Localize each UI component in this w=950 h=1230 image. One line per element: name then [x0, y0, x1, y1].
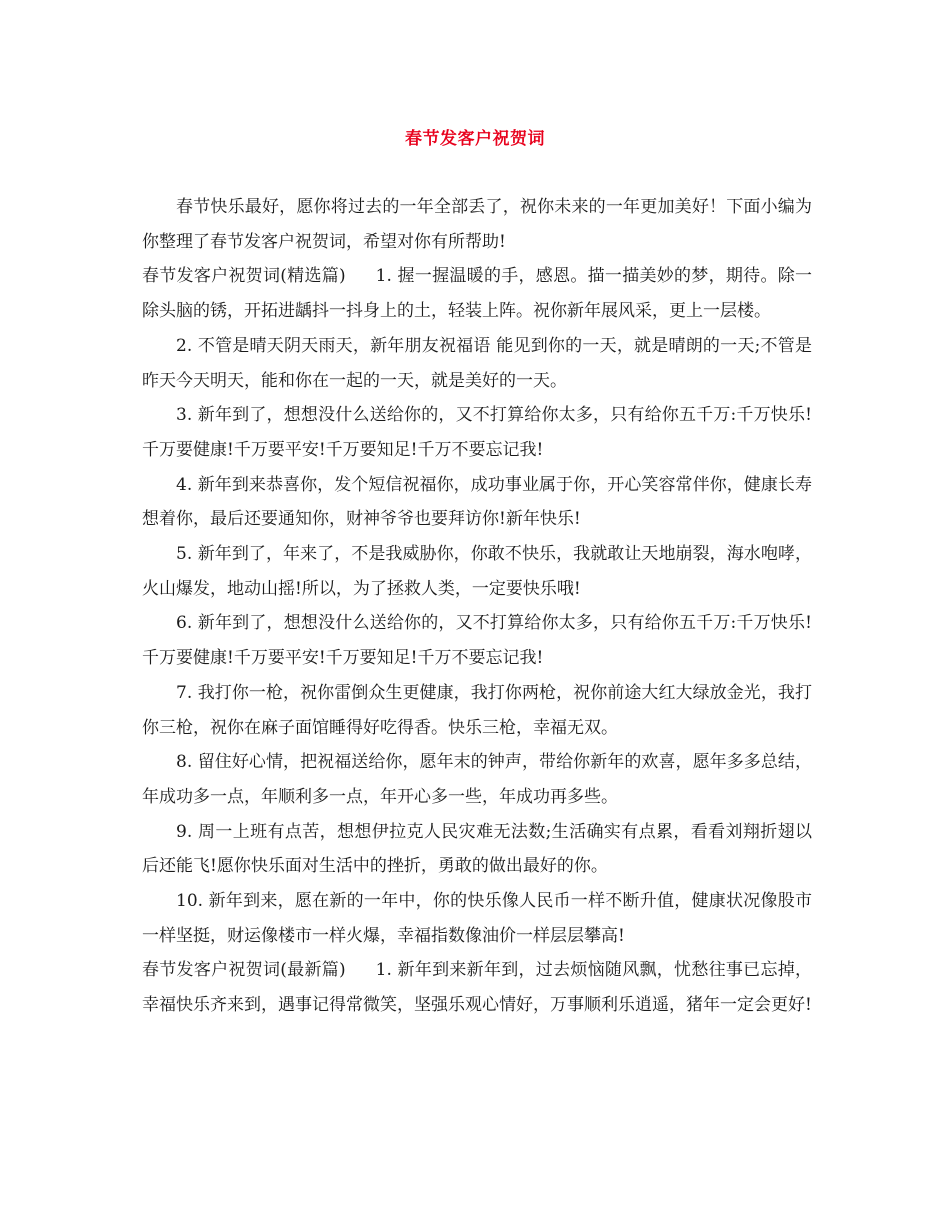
section1-item-3: 3. 新年到了，想想没什么送给你的，又不打算给你太多，只有给你五千万:千万快乐!千万要健康!千万要平安!千万要知足!千万不要忘记我! [142, 405, 812, 460]
section1-item-10: 10. 新年到来，愿在新的一年中，你的快乐像人民币一样不断升值，健康状况像股市一样坚挺，财运像楼市一样火爆，幸福指数像油价一样层层攀高! [142, 891, 812, 946]
intro-paragraph: 春节快乐最好，愿你将过去的一年全部丢了，祝你未来的一年更加美好！下面小编为你整理了春节发客户祝贺词，希望对你有所帮助! [142, 197, 812, 252]
section1-item-9: 9. 周一上班有点苦，想想伊拉克人民灾难无法数;生活确实有点累，看看刘翔折翅以后还能飞!愿你快乐面对生活中的挫折，勇敢的做出最好的你。 [142, 821, 812, 877]
section1-item-5: 5. 新年到了，年来了，不是我威胁你，你敢不快乐，我就敢让天地崩裂，海水咆哮，火山爆发，地动山摇!所以，为了拯救人类，一定要快乐哦! [142, 544, 812, 599]
section1-item-8: 8. 留住好心情，把祝福送给你，愿年末的钟声，带给你新年的欢喜，愿年多多总结，年成功多一点，年顺利多一点，年开心多一些，年成功再多些。 [142, 752, 812, 807]
section1-paragraph [142, 259, 812, 328]
document-body [142, 190, 812, 1023]
section1-item-6: 6. 新年到了，想想没什么送给你的，又不打算给你太多，只有给你五千万:千万快乐!千万要健康!千万要平安!千万要知足!千万不要忘记我! [142, 613, 812, 669]
section2-heading: 春节发客户祝贺词(最新篇) [142, 960, 346, 981]
section2-item-1: 1. 新年到来新年到，过去烦恼随风飘，忧愁往事已忘掉，幸福快乐齐来到，遇事记得常微笑，坚强乐观心情好，万事顺利乐逍遥，猪年一定会更好! [142, 960, 813, 1016]
section2-paragraph [142, 953, 812, 1022]
document-title: 春节发客户祝贺词 [405, 129, 545, 149]
section1-item-7: 7. 我打你一枪，祝你雷倒众生更健康，我打你两枪，祝你前途大红大绿放金光，我打你三枪，祝你在麻子面馆睡得好吃得香。快乐三枪，幸福无双。 [142, 682, 812, 738]
section1-item-2: 2. 不管是晴天阴天雨天，新年朋友祝福语 能见到你的一天，就是晴朗的一天;不管是昨天今天明天，能和你在一起的一天，就是美好的一天。 [142, 335, 812, 391]
section1-item-1: 1. 握一握温暖的手，感恩。描一描美妙的梦，期待。除一除头脑的锈，开拓进龋抖一抖身上的土，轻装上阵。祝你新年展风采，更上一层楼。 [142, 266, 813, 322]
section1-item-4: 4. 新年到来恭喜你，发个短信祝福你，成功事业属于你，开心笑容常伴你，健康长寿想着你，最后还要通知你，财神爷爷也要拜访你!新年快乐! [142, 474, 812, 530]
section1-heading: 春节发客户祝贺词(精选篇) [142, 266, 346, 287]
